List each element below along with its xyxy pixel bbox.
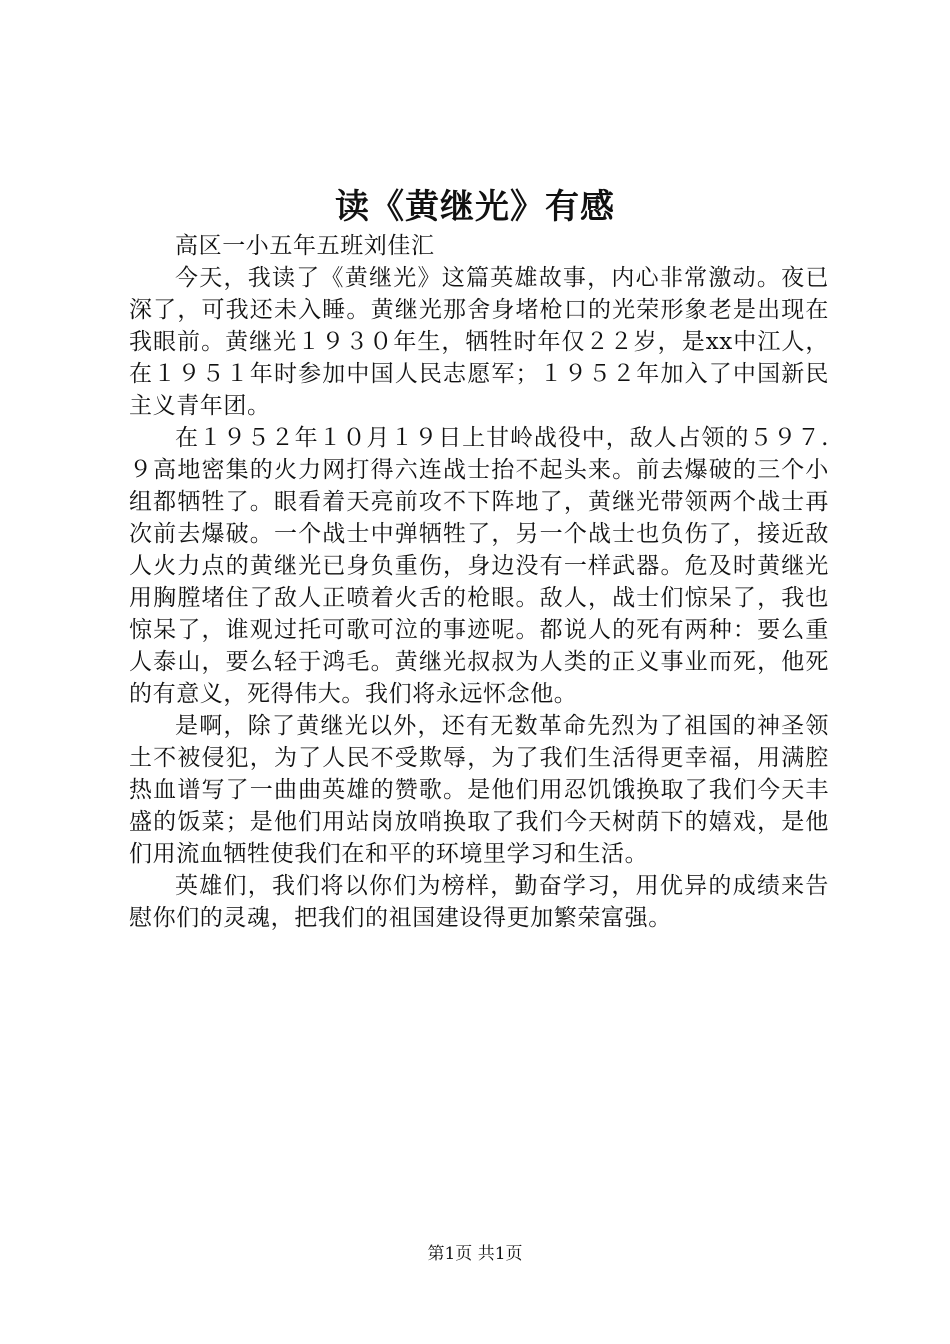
paragraph-2: 在１９５２年１０月１９日上甘岭战役中，敌人占领的５９７.９高地密集的火力网打得六连战士抬不起头来。前去爆破的三个小组都牺牲了。眼看着天亮前攻不下阵地了，黄继光带领两个战士再次前去爆破。一个战士中弹牺牲了，另一个战士也负伤了，接近敌人火力点的黄继光已身负重伤，身边没有一样武器。危及时黄继光用胸膛堵住了敌人正喷着火舌的枪眼。敌人，战士们惊呆了，我也惊呆了，谁观过托可歌可泣的事迹呢。都说人的死有两种：要么重人泰山，要么轻于鸿毛。黄继光叔叔为人类的正义事业而死，他死的有意义，死得伟大。我们将永远怀念他。 xyxy=(129,425,829,707)
paragraph-1: 今天，我读了《黄继光》这篇英雄故事，内心非常激动。夜已深了，可我还未入睡。黄继光那舍身堵枪口的光荣形象老是出现在我眼前。黄继光１９３０年生，牺牲时年仅２２岁，是xx中江人，在１９５１年时参加中国人民志愿军；１９５２年加入了中国新民主义青年团。 xyxy=(129,265,829,419)
page-footer: 第1页 共1页 xyxy=(427,1244,523,1264)
author-line: 高区一小五年五班刘佳汇 xyxy=(175,233,435,259)
document-body xyxy=(129,230,829,934)
paragraph-3: 是啊，除了黄继光以外，还有无数革命先烈为了祖国的神圣领土不被侵犯，为了人民不受欺辱，为了我们生活得更幸福，用满腔热血谱写了一曲曲英雄的赞歌。是他们用忍饥饿换取了我们今天丰盛的饭菜；是他们用站岗放哨换取了我们今天树荫下的嬉戏，是他们用流血牺牲使我们在和平的环境里学习和生活。 xyxy=(129,713,829,867)
document-title: 读《黄继光》有感 xyxy=(335,187,615,227)
paragraph-4: 英雄们，我们将以你们为榜样，勤奋学习，用优异的成绩来告慰你们的灵魂，把我们的祖国建设得更加繁荣富强。 xyxy=(129,873,829,931)
